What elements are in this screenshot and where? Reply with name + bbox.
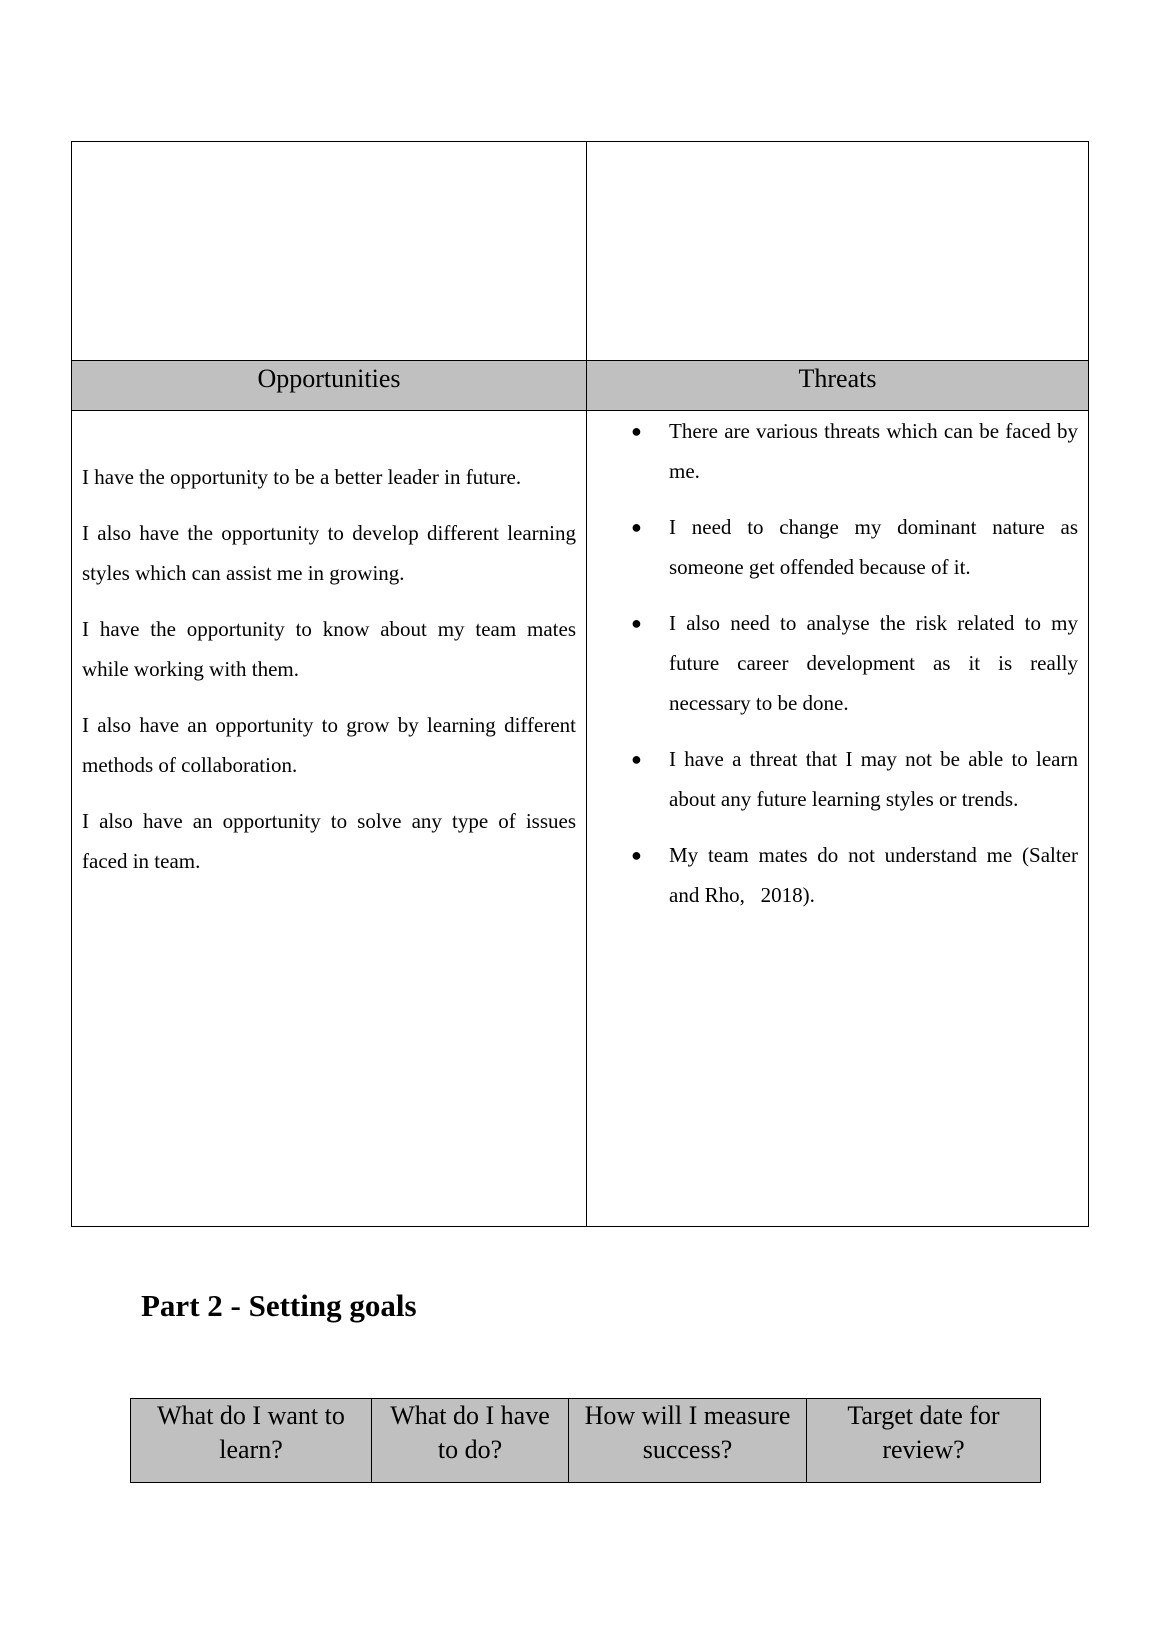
swot-blank-cell-right — [587, 142, 1089, 361]
opportunities-cell — [72, 411, 587, 1227]
threat-text: I have a threat that I may not be able to learn about any future learning styles or trends. — [669, 747, 1078, 811]
goals-col-target-date: Target date for review? — [807, 1399, 1041, 1483]
threat-text: I need to change my dominant nature as someone get offended because of it. — [669, 515, 1078, 579]
threat-item — [587, 739, 1078, 819]
swot-body-row — [72, 411, 1089, 1227]
swot-blank-row — [72, 142, 1089, 361]
threat-text: My team mates do not understand me (Salter and Rho, 2018). — [669, 843, 1089, 907]
opportunity-item: I have the opportunity to be a better leader in future. — [82, 465, 522, 489]
threat-item — [587, 603, 1078, 723]
goals-header-row — [131, 1399, 1041, 1483]
threat-item — [587, 507, 1078, 587]
opportunity-item: I also have the opportunity to develop different learning styles which can assist me in growing. — [82, 521, 576, 585]
bullet-icon: ● — [631, 517, 642, 537]
threat-item — [587, 835, 1089, 915]
opportunities-header: Opportunities — [72, 361, 587, 411]
bullet-icon: ● — [631, 845, 642, 865]
threats-header: Threats — [587, 361, 1089, 411]
opportunity-item: I have the opportunity to know about my team mates while working with them. — [82, 617, 576, 681]
swot-table — [71, 141, 1089, 1227]
bullet-icon: ● — [631, 749, 642, 769]
opportunity-item: I also have an opportunity to grow by learning different methods of collaboration. — [82, 713, 576, 777]
swot-header-row — [72, 361, 1089, 411]
threats-cell — [587, 411, 1089, 1227]
part2-heading: Part 2 - Setting goals — [141, 1288, 417, 1323]
bullet-icon: ● — [631, 613, 642, 633]
bullet-icon: ● — [631, 421, 642, 441]
goals-col-learn: What do I want to learn? — [131, 1399, 372, 1483]
goals-col-todo: What do I have to do? — [372, 1399, 569, 1483]
goals-table — [130, 1398, 1041, 1483]
swot-blank-cell-left — [72, 142, 587, 361]
goals-col-measure: How will I measure success? — [569, 1399, 807, 1483]
opportunity-item: I also have an opportunity to solve any type of issues faced in team. — [82, 809, 576, 873]
threat-item — [587, 411, 1078, 491]
threat-text: I also need to analyse the risk related to my future career development as it is really necessary to be done. — [669, 611, 1078, 715]
threats-list — [587, 411, 1089, 915]
threat-text: There are various threats which can be faced by me. — [669, 419, 1078, 483]
